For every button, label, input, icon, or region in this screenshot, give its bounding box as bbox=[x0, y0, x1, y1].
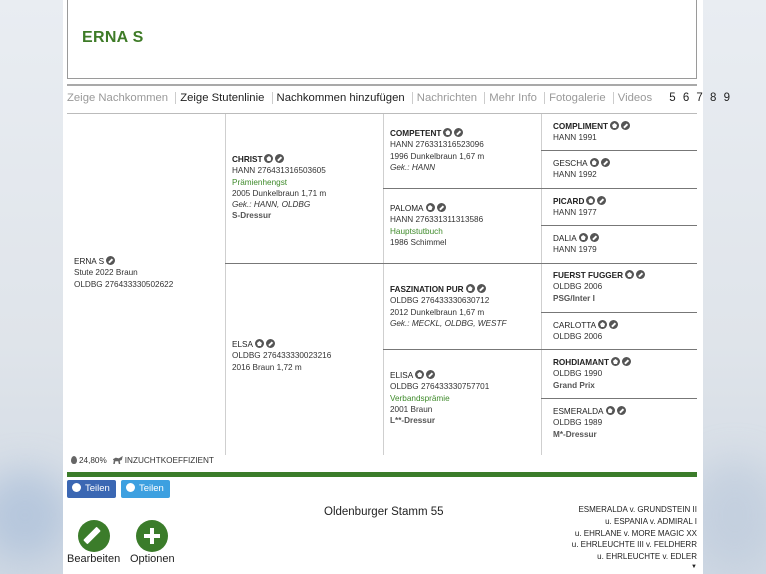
horse-name[interactable]: FASZINATION PUR bbox=[390, 285, 464, 294]
horse-icon[interactable] bbox=[590, 158, 599, 167]
tab-mehr-info[interactable]: Mehr Info bbox=[484, 92, 541, 104]
edit-icon[interactable] bbox=[426, 370, 435, 379]
horse-silhouette-icon bbox=[113, 456, 123, 464]
tab-fotogalerie[interactable]: Fotogalerie bbox=[544, 92, 610, 104]
horse-registration: HANN 1977 bbox=[553, 208, 597, 218]
generation-pages[interactable]: 5 6 7 8 9 bbox=[669, 92, 732, 104]
horse-name[interactable]: GESCHA bbox=[553, 159, 588, 168]
horse-name[interactable]: FUERST FUGGER bbox=[553, 271, 624, 280]
subject-horse bbox=[74, 256, 173, 290]
facebook-icon bbox=[72, 483, 81, 492]
horse-icon[interactable] bbox=[415, 370, 424, 379]
stamm-label: Oldenburger Stamm 55 bbox=[324, 506, 444, 518]
horse-registration: OLDBG 1990 bbox=[553, 369, 603, 379]
twitter-share-button[interactable] bbox=[121, 480, 170, 498]
horse-name[interactable]: ROHDIAMANT bbox=[553, 358, 609, 367]
horse-registration: OLDBG 276433330502622 bbox=[74, 279, 174, 289]
horse-title: Verbandsprämie bbox=[390, 393, 450, 403]
edit-icon[interactable] bbox=[106, 256, 115, 265]
horse-details: 2001 Braun bbox=[390, 404, 433, 414]
tab-zeige-stutenlinie[interactable]: Zeige Stutenlinie bbox=[175, 92, 268, 104]
gen4-cell bbox=[553, 158, 610, 181]
dam-cell bbox=[232, 339, 331, 373]
row-divider bbox=[541, 312, 697, 313]
horse-registration: HANN 1979 bbox=[553, 245, 597, 255]
horse-registration: OLDBG 2006 bbox=[553, 282, 603, 292]
options-button[interactable] bbox=[136, 520, 168, 552]
horse-performance: PSG/Inter I bbox=[553, 293, 595, 303]
gen3-cell bbox=[390, 128, 484, 173]
horse-icon[interactable] bbox=[264, 154, 273, 163]
horse-details: 1986 Schimmel bbox=[390, 237, 447, 247]
page-title: ERNA S bbox=[82, 29, 144, 46]
horse-approval: Gek.: MECKL, OLDBG, WESTF bbox=[390, 318, 507, 328]
horse-icon[interactable] bbox=[443, 128, 452, 137]
edit-icon[interactable] bbox=[477, 284, 486, 293]
horse-approval: Gek.: HANN, OLDBG bbox=[232, 200, 311, 210]
gen3-cell bbox=[390, 284, 506, 329]
horse-icon[interactable] bbox=[606, 406, 615, 415]
horse-name[interactable]: COMPETENT bbox=[390, 129, 442, 138]
edit-icon[interactable] bbox=[454, 128, 463, 137]
horse-name[interactable]: DALIA bbox=[553, 234, 577, 243]
drop-icon bbox=[71, 456, 77, 464]
horse-name[interactable]: PICARD bbox=[553, 197, 585, 206]
horse-name[interactable]: COMPLIMENT bbox=[553, 122, 609, 131]
tab-bar bbox=[67, 92, 736, 108]
horse-name[interactable]: CHRIST bbox=[232, 155, 263, 164]
horse-icon[interactable] bbox=[466, 284, 475, 293]
row-divider bbox=[541, 150, 697, 151]
edit-icon[interactable] bbox=[590, 233, 599, 242]
edit-icon[interactable] bbox=[275, 154, 284, 163]
horse-registration: OLDBG 276433330630712 bbox=[390, 296, 490, 306]
options-label[interactable]: Optionen bbox=[130, 553, 175, 565]
horse-details: Stute 2022 Braun bbox=[74, 268, 138, 278]
inzucht-label: INZUCHTKOEFFIZIENT bbox=[124, 456, 214, 465]
horse-icon[interactable] bbox=[610, 121, 619, 130]
inzucht-value: 24,80% bbox=[79, 456, 107, 465]
horse-performance: M*-Dressur bbox=[553, 429, 597, 439]
background-blur bbox=[0, 470, 70, 560]
mare-line-entry: u. ESPANIA v. ADMIRAL I bbox=[605, 516, 697, 526]
gen4-cell bbox=[553, 357, 631, 391]
edit-icon[interactable] bbox=[636, 270, 645, 279]
horse-details: 2005 Dunkelbraun 1,71 m bbox=[232, 188, 327, 198]
edit-label[interactable]: Bearbeiten bbox=[67, 553, 121, 565]
edit-icon[interactable] bbox=[622, 357, 631, 366]
row-divider bbox=[383, 349, 697, 350]
horse-registration: HANN 276331316523096 bbox=[390, 140, 484, 150]
horse-registration: HANN 276431316503605 bbox=[232, 166, 326, 176]
horse-performance: L**-Dressur bbox=[390, 416, 436, 426]
tab-videos[interactable]: Videos bbox=[613, 92, 656, 104]
horse-details: 1996 Dunkelbraun 1,67 m bbox=[390, 151, 485, 161]
horse-details: 2012 Dunkelbraun 1,67 m bbox=[390, 307, 485, 317]
horse-icon[interactable] bbox=[625, 270, 634, 279]
mare-line bbox=[572, 504, 697, 571]
gen4-cell bbox=[553, 121, 630, 144]
horse-registration: HANN 1992 bbox=[553, 170, 597, 180]
horse-registration: OLDBG 2006 bbox=[553, 332, 603, 342]
horse-icon[interactable] bbox=[586, 196, 595, 205]
gen4-cell bbox=[553, 270, 645, 304]
horse-name[interactable]: CARLOTTA bbox=[553, 321, 597, 330]
row-divider bbox=[225, 263, 697, 264]
horse-title: Hauptstutbuch bbox=[390, 226, 443, 236]
edit-icon[interactable] bbox=[621, 121, 630, 130]
horse-name[interactable]: ELSA bbox=[232, 340, 253, 349]
gen4-cell bbox=[553, 406, 626, 440]
horse-registration: HANN 1991 bbox=[553, 133, 597, 143]
pedigree-tree bbox=[67, 114, 697, 471]
share-label: Teilen bbox=[85, 483, 110, 494]
edit-icon[interactable] bbox=[617, 406, 626, 415]
divider bbox=[67, 84, 697, 86]
pedigree-page bbox=[63, 0, 732, 574]
horse-icon[interactable] bbox=[579, 233, 588, 242]
edit-icon[interactable] bbox=[601, 158, 610, 167]
gen4-cell bbox=[553, 233, 599, 256]
row-divider bbox=[541, 398, 697, 399]
horse-name[interactable]: ESMERALDA bbox=[553, 407, 604, 416]
share-label: Teilen bbox=[139, 483, 164, 494]
edit-icon[interactable] bbox=[597, 196, 606, 205]
gen3-cell bbox=[390, 203, 483, 248]
accent-bar bbox=[67, 472, 697, 477]
mare-line-entry: ESMERALDA v. GRUNDSTEIN II bbox=[578, 505, 697, 514]
horse-icon[interactable] bbox=[255, 339, 264, 348]
edit-icon[interactable] bbox=[437, 203, 446, 212]
edit-icon[interactable] bbox=[609, 320, 618, 329]
row-divider bbox=[383, 188, 697, 189]
column-divider bbox=[541, 114, 542, 455]
horse-registration: HANN 276331311313586 bbox=[390, 215, 484, 225]
gen4-cell bbox=[553, 320, 618, 343]
horse-name[interactable]: ERNA S bbox=[74, 257, 105, 266]
horse-registration: OLDBG 276433330023216 bbox=[232, 351, 332, 361]
tab-nachkommen-hinzufuegen[interactable]: Nachkommen hinzufügen bbox=[272, 92, 409, 104]
horse-registration: OLDBG 276433330757701 bbox=[390, 382, 490, 392]
horse-title: Prämienhengst bbox=[232, 177, 288, 187]
horse-icon[interactable] bbox=[426, 203, 435, 212]
facebook-share-button[interactable] bbox=[67, 480, 116, 498]
gen4-cell bbox=[553, 196, 606, 219]
tab-zeige-nachkommen[interactable]: Zeige Nachkommen bbox=[67, 92, 169, 104]
horse-details: 2016 Braun 1,72 m bbox=[232, 362, 302, 372]
horse-registration: OLDBG 1989 bbox=[553, 418, 603, 428]
horse-performance: S-Dressur bbox=[232, 211, 272, 221]
mare-line-entry: u. EHRLEUCHTE III v. FELDHERR bbox=[571, 540, 697, 550]
horse-approval: Gek.: HANN bbox=[390, 162, 436, 172]
mare-line-entry: u. EHRLANE v. MORE MAGIC XX bbox=[574, 528, 697, 538]
gen3-cell bbox=[390, 370, 489, 426]
tab-nachrichten[interactable]: Nachrichten bbox=[412, 92, 481, 104]
inzucht-koeffizient bbox=[71, 456, 214, 465]
horse-name[interactable]: ELISA bbox=[390, 371, 414, 380]
horse-performance: Grand Prix bbox=[553, 380, 595, 390]
header-box bbox=[67, 0, 697, 79]
plus-icon-stroke bbox=[150, 528, 154, 544]
pencil-icon bbox=[83, 527, 101, 545]
column-divider bbox=[383, 114, 384, 455]
twitter-icon bbox=[126, 483, 135, 492]
edit-icon[interactable] bbox=[266, 339, 275, 348]
horse-icon[interactable] bbox=[598, 320, 607, 329]
mare-line-entry: u. EHRLEUCHTE v. EDLER bbox=[597, 552, 697, 562]
row-divider bbox=[541, 225, 697, 226]
edit-button[interactable] bbox=[78, 520, 110, 552]
sire-cell bbox=[232, 154, 326, 222]
horse-name[interactable]: PALOMA bbox=[390, 204, 424, 213]
expand-caret-icon[interactable]: ▼ bbox=[691, 563, 697, 570]
horse-icon[interactable] bbox=[611, 357, 620, 366]
column-divider bbox=[225, 114, 226, 455]
